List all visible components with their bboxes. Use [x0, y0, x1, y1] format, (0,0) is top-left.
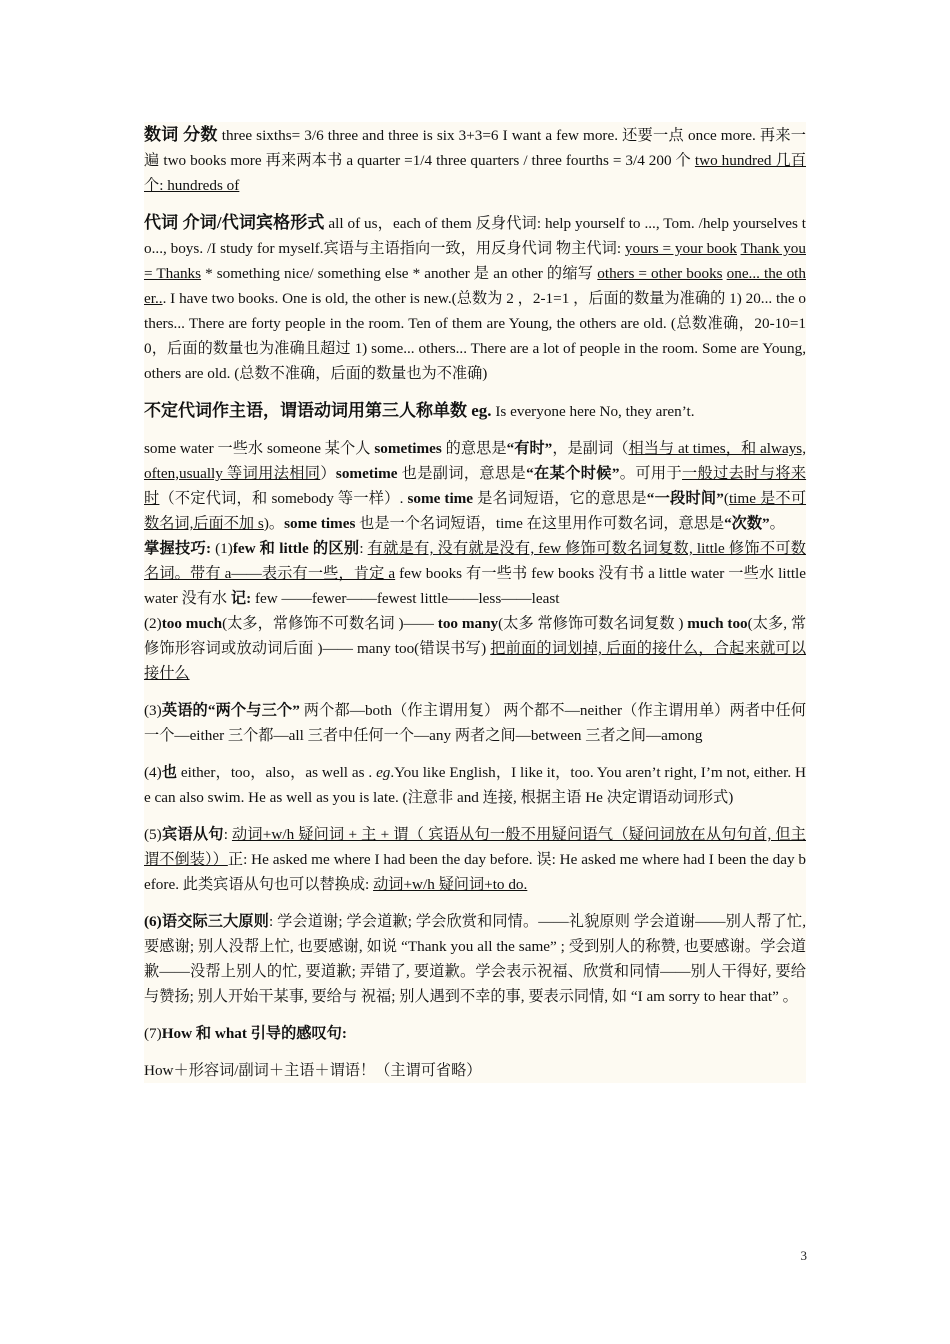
underlined-text: one... the other.. [144, 265, 806, 307]
bold-text: 记: [230, 590, 252, 607]
bold-text: some times [284, 515, 356, 532]
text: (太多，常修饰不可数名词 )—— [222, 615, 438, 632]
bold-text: “有时” [506, 440, 553, 457]
bold-text: “次数” [724, 515, 770, 532]
bold-text: some time [407, 490, 474, 507]
bold-text: 也 [161, 764, 178, 781]
text: : [223, 826, 232, 843]
bold-text: “在某个时候” [526, 465, 620, 482]
paragraph-too-much [144, 611, 806, 686]
text: ，是副词（ [552, 440, 629, 457]
underlined-text: 动词+w/h 疑问词+to do. [373, 876, 528, 893]
text: Is everyone here No, they aren’t. [491, 403, 695, 420]
underlined-text: time 是不可数名词,后面不加 s [144, 490, 807, 532]
bold-text: 掌握技巧: [144, 540, 211, 557]
text: How＋形容词/副词＋主语＋谓语！（主谓可省略） [144, 1062, 482, 1079]
bold-text: (6)语交际三大原则 [144, 913, 269, 930]
underlined-text: 有就是有, 没有就是没有, few 修饰可数名词复数, little 修饰不可数名词。带有 a——表示有一些，肯定 a [144, 540, 806, 582]
text: .You like English，I like it，too. You aren’t right, I’m not, either. He can also swim. He as well as you is late. (注意非 and 连接, 根据主语 He 决定谓语动词形式) [144, 764, 806, 806]
text: 也是一个名词短语，time 在这里用作可数名词，意思是 [355, 515, 725, 532]
underlined-text: 一般过去时与将来时 [144, 465, 807, 507]
text: (1) [211, 540, 233, 557]
paragraph-exclamation-heading [144, 1021, 806, 1046]
text: 。 [769, 515, 785, 532]
text: (4) [144, 764, 162, 781]
underlined-text: Thank you = Thanks [144, 240, 806, 282]
text: either，too，also，as well as . [177, 764, 377, 781]
bold-text: sometime [335, 465, 398, 482]
paragraph-also [144, 760, 806, 810]
paragraph-sometimes [144, 436, 806, 536]
text: 正: He asked me where I had been the day before. 误: He asked me where had I been the day before. 此类宾语从句也可以替换成: [144, 851, 806, 893]
text: （不定代词，和 somebody 等一样）. [159, 490, 408, 507]
underlined-text: two hundred 几百个: hundreds of [144, 152, 806, 194]
bold-text: 英语的“两个与三个” [161, 702, 300, 719]
page-content [144, 122, 806, 1083]
paragraph-object-clause [144, 822, 806, 897]
paragraph-two-and-three [144, 698, 806, 748]
text: three sixths= 3/6 three and three is six 3+3=6 I want a few more. 还要一点 once more. 再来一遍 two books more 再来两本书 a quarter =1/4 three quarters / three fourths = 3/4 200 个 [144, 127, 806, 169]
underlined-text: 相当与 at times，和 always,often,usually 等词用法相同 [144, 440, 807, 482]
bold-text: “一段时间” [646, 490, 724, 507]
text: (太多 常修饰可数名词复数 ) [498, 615, 688, 632]
text: few ——fewer——fewest little——less——least [251, 590, 560, 607]
bold-text: 宾语从句 [161, 826, 224, 843]
italic-text: eg [376, 764, 391, 781]
bold-text: sometimes [374, 440, 442, 457]
paragraph-few-little [144, 536, 806, 611]
text: )。 [263, 515, 285, 532]
page-number: 3 [800, 1248, 807, 1263]
text: 。可用于 [619, 465, 682, 482]
bold-text: too many [437, 615, 499, 632]
paragraph-pronouns [144, 210, 806, 386]
paragraph-numerals [144, 122, 806, 198]
text: 的意思是 [441, 440, 507, 457]
text: (2) [144, 615, 162, 632]
text: few books 有一些书 few books 没有书 a little water 一些水 little water 没有水 [144, 565, 807, 607]
text: ） [320, 465, 336, 482]
text: : 学会道谢; 学会道歉; 学会欣赏和同情。——礼貌原则 学会道谢——别人帮了忙, 要感谢; 别人没帮上忙, 也要感谢, 如说 “Thank you all the same” ; 受到别人的称赞, 也要感谢。学会道歉——没帮上别人的忙, 要道歉; 弄错了, 要道歉。学会表示祝福、欣赏和同情——别人干得好, 要给与赞扬; 别人开始干某事, 要给与 祝福; 别人遇到不幸的事, 要表示同情, 如 “I am sorry to hear that” 。 [144, 913, 806, 1005]
paragraph-indefinite-pronouns [144, 398, 806, 424]
paragraph-communication [144, 909, 806, 1009]
section-heading: 代词 介词/代词宾格形式 [144, 213, 325, 232]
text: 是名词短语，它的意思是 [473, 490, 647, 507]
text: 也是副词，意思是 [397, 465, 527, 482]
text: (3) [144, 702, 162, 719]
text: (5) [144, 826, 162, 843]
underlined-text: yours = your book [624, 240, 737, 257]
bold-text: too much [161, 615, 223, 632]
text: * something nice/ something else * another 是 an other 的缩写 [201, 265, 598, 282]
text: (太多, 常修饰形容词或放动词后面 )—— many too(错误书写) [144, 615, 807, 657]
bold-text: much too [687, 615, 748, 632]
text: ( [723, 490, 729, 507]
text: . I have two books. One is old, the other is new.(总数为 2 ，2-1=1 ，后面的数量为准确的 1) 20... the others... There are forty people in the room. Ten of them are Young, the others are old. (总数准确，20-10=10，后面的数量也为准确且超过 1) some... others... There are a lot of people in the room. Some are Young, others are old. (总数不准确，后面的数量也为不准确) [144, 290, 806, 382]
section-heading: 不定代词作主语，谓语动词用第三人称单数 eg. [144, 401, 492, 420]
paragraph-exclamation-how [144, 1058, 806, 1083]
text: 两个都—both（作主谓用复） 两个都不—neither（作主谓用单）两者中任何一个—either 三个都—all 三者中任何一个—any 两者之间—between 三者之间—among [144, 702, 807, 744]
underlined-text: 把前面的词划掉, 后面的接什么，合起来就可以接什么 [144, 640, 807, 682]
text: : [359, 540, 368, 557]
underlined-text: 动词+w/h 疑问词 + 主 + 谓（ 宾语从句一般不用疑问语气（疑问词放在从句句首, 但主谓不倒装）） [144, 826, 806, 868]
section-heading: 数词 分数 [144, 125, 218, 144]
text: (7) [144, 1025, 162, 1042]
bold-text: few 和 little 的区别 [232, 540, 360, 557]
text: some water 一些水 someone 某个人 [144, 440, 375, 457]
text: all of us，each of them 反身代词: help yourself to ..., Tom. /help yourselves to..., boys. /I study for myself.宾语与主语指向一致，用反身代词 物主代词: [144, 215, 806, 257]
bold-text: How 和 what 引导的感叹句: [161, 1025, 347, 1042]
underlined-text: others = other books [597, 265, 723, 282]
